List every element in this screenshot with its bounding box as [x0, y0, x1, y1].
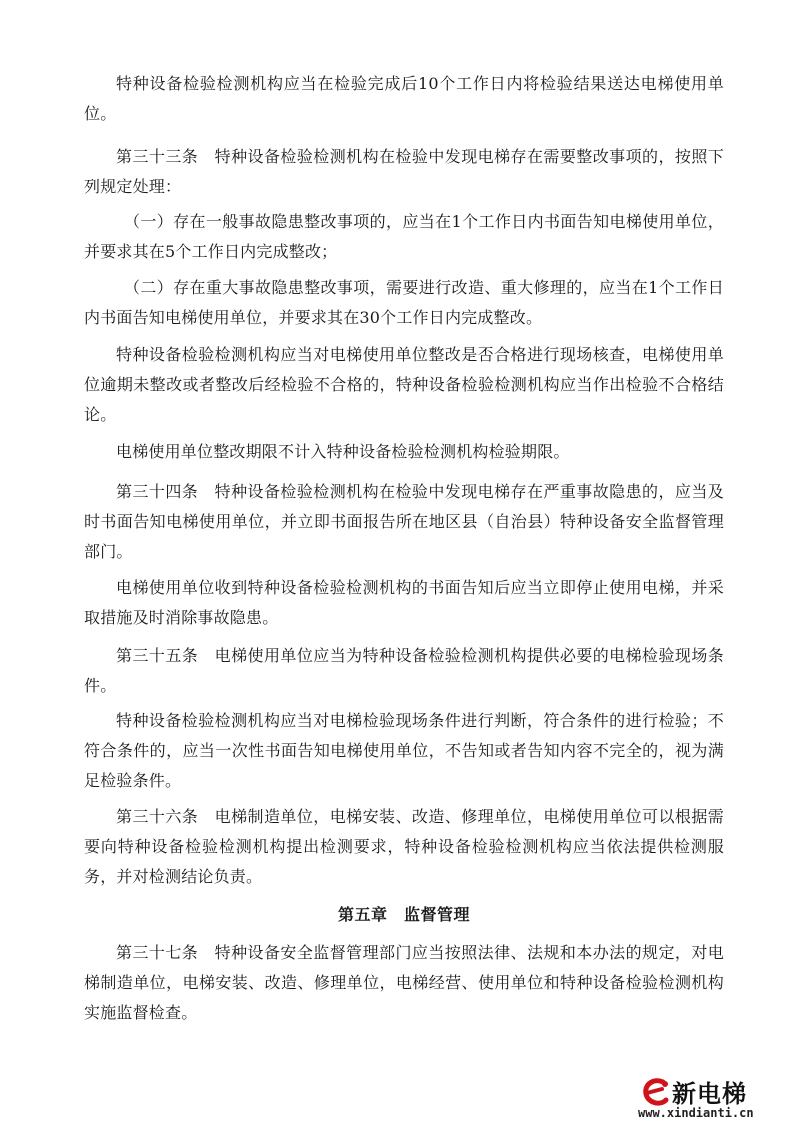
article-36: 第三十六条 电梯制造单位，电梯安装、改造、修理单位，电梯使用单位可以根据需要向特种设备检验检测机构提出检测要求，特种设备检验检测机构应当依法提供检测服务，并对检测结论负责。: [84, 807, 724, 886]
article-33: 第三十三条 特种设备检验检测机构在检验中发现电梯存在需要整改事项的，按照下列规定处理：: [84, 147, 724, 196]
chapter-heading: 第五章 监督管理: [337, 905, 470, 924]
article-34: 第三十四条 特种设备检验检测机构在检验中发现电梯存在严重事故隐患的，应当及时书面告知电梯使用单位，并立即书面报告所在地区县（自治县）特种设备安全监督管理部门。: [84, 482, 724, 561]
article-35: 第三十五条 电梯使用单位应当为特种设备检验检测机构提供必要的电梯检验现场条件。: [84, 646, 724, 695]
watermark-brand: 新电梯: [672, 1080, 747, 1108]
article-37: 第三十七条 特种设备安全监督管理部门应当按照法律、法规和本办法的规定，对电梯制造单位，电梯安装、改造、修理单位，电梯经营、使用单位和特种设备检验检测机构实施监督检查。: [84, 943, 724, 1022]
paragraph-site-conditions: 特种设备检验检测机构应当对电梯检验现场条件进行判断，符合条件的进行检验；不符合条件的，应当一次性书面告知电梯使用单位，不告知或者告知内容不完全的，视为满足检验条件。: [84, 711, 724, 790]
article-33-item-1: （一）存在一般事故隐患整改事项的，应当在1个工作日内书面告知电梯使用单位，并要求其在5个工作日内完成整改；: [84, 212, 724, 261]
paragraph-rectification-period: 电梯使用单位整改期限不计入特种设备检验检测机构检验期限。: [116, 442, 570, 461]
paragraph-stop-use: 电梯使用单位收到特种设备检验检测机构的书面告知后应当立即停止使用电梯，并采取措施及时消除事故隐患。: [84, 578, 724, 627]
paragraph-result-delivery: 特种设备检验检测机构应当在检验完成后10个工作日内将检验结果送达电梯使用单位。: [84, 74, 724, 123]
watermark-url: www.xindianti.cn: [638, 1106, 754, 1120]
site-watermark: [632, 1070, 782, 1124]
paragraph-onsite-verification: 特种设备检验检测机构应当对电梯使用单位整改是否合格进行现场核查，电梯使用单位逾期未整改或者整改后经检验不合格的，特种设备检验检测机构应当作出检验不合格结论。: [84, 345, 724, 424]
stylized-e-logo-icon: [640, 1076, 670, 1110]
article-33-item-2: （二）存在重大事故隐患整改事项，需要进行改造、重大修理的，应当在1个工作日内书面告知电梯使用单位，并要求其在30个工作日内完成整改。: [84, 278, 724, 327]
